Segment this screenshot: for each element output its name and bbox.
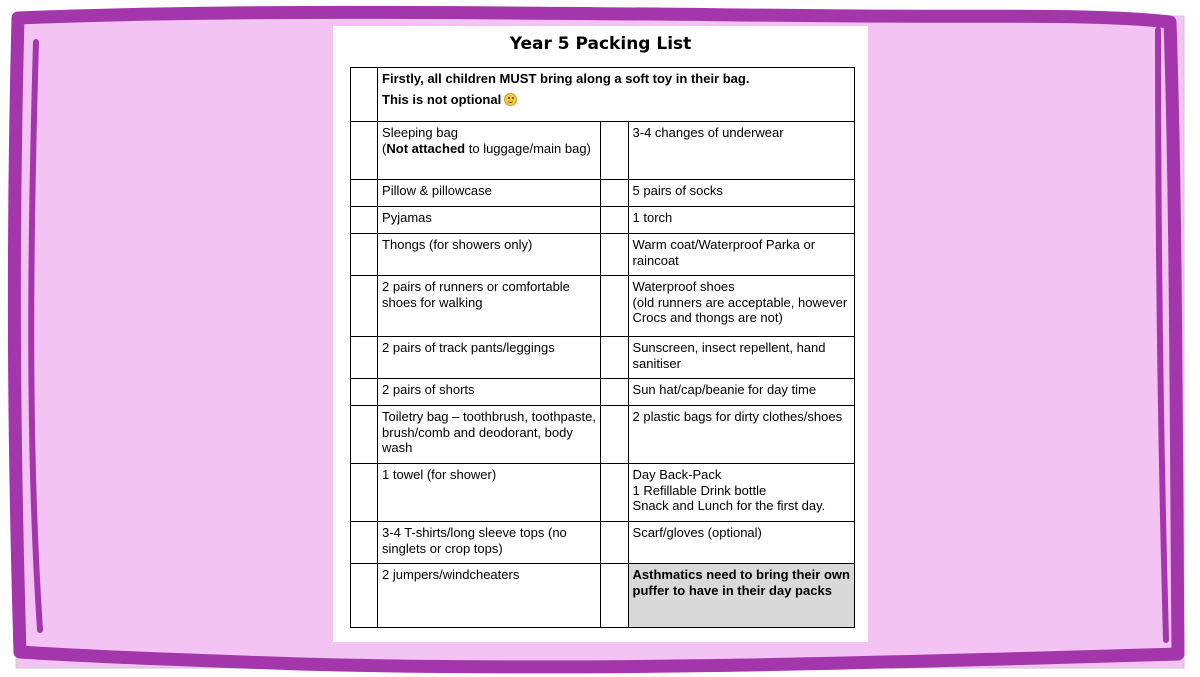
item-left bbox=[378, 122, 601, 180]
page-title: Year 5 Packing List bbox=[509, 34, 692, 54]
intro-line-2-wrap bbox=[382, 92, 850, 108]
table-row bbox=[351, 337, 855, 379]
table-row bbox=[351, 234, 855, 276]
cell-text-bold: Not attached bbox=[386, 140, 466, 156]
cell-text: Sleeping bag bbox=[382, 125, 458, 140]
table-row bbox=[351, 180, 855, 207]
item-right bbox=[628, 180, 854, 207]
table-cell-blank bbox=[351, 406, 378, 464]
table-row bbox=[351, 276, 855, 337]
intro-line-2: This is not optional bbox=[382, 91, 502, 107]
table-cell-blank bbox=[601, 379, 628, 406]
cell-text: 2 pairs of track pants/leggings bbox=[382, 340, 555, 355]
table-row bbox=[351, 464, 855, 522]
cell-text: 1 towel (for shower) bbox=[382, 467, 497, 482]
packing-table bbox=[350, 67, 855, 628]
table-cell-blank bbox=[351, 276, 378, 337]
table-cell-blank bbox=[351, 564, 378, 628]
cell-text: Thongs (for showers only) bbox=[382, 237, 533, 252]
cell-text: 3-4 T-shirts/long sleeve tops (no singlets or crop tops) bbox=[382, 525, 567, 556]
cell-text: (old runners are acceptable, however Crocs and thongs are not) bbox=[632, 294, 848, 325]
cell-text: 2 plastic bags for dirty clothes/shoes bbox=[632, 409, 843, 424]
item-left bbox=[378, 522, 601, 564]
table-cell-blank bbox=[351, 68, 378, 122]
item-right bbox=[628, 234, 854, 276]
cell-text: Sunscreen, insect repellent, hand sanitiser bbox=[632, 340, 826, 371]
item-right bbox=[628, 337, 854, 379]
cell-text: Toiletry bag – toothbrush, toothpaste, brush/comb and deodorant, body wash bbox=[382, 409, 596, 455]
item-right bbox=[628, 276, 854, 337]
cell-text: Warm coat/Waterproof Parka or raincoat bbox=[632, 237, 816, 268]
table-cell-blank bbox=[351, 464, 378, 522]
cell-text: 2 pairs of runners or comfortable shoes for walking bbox=[382, 279, 570, 310]
asthma-note-cell bbox=[628, 564, 854, 628]
item-right bbox=[628, 406, 854, 464]
cell-text: to luggage/main bag) bbox=[465, 140, 591, 156]
table-cell-blank bbox=[601, 464, 628, 522]
table-row bbox=[351, 564, 855, 628]
table-cell-blank bbox=[601, 564, 628, 628]
cell-text: 5 pairs of socks bbox=[632, 183, 723, 198]
intro-row bbox=[351, 68, 855, 122]
table-cell-blank bbox=[351, 207, 378, 234]
table-cell-blank bbox=[601, 406, 628, 464]
table-row bbox=[351, 522, 855, 564]
table-cell-blank bbox=[351, 522, 378, 564]
cell-text: Pyjamas bbox=[382, 210, 432, 225]
table-cell-blank bbox=[601, 207, 628, 234]
cell-text: 1 torch bbox=[632, 210, 673, 225]
table-row bbox=[351, 207, 855, 234]
item-left bbox=[378, 464, 601, 522]
cell-text: 2 jumpers/windcheaters bbox=[382, 567, 520, 582]
table-cell-blank bbox=[601, 234, 628, 276]
cell-text: 2 pairs of shorts bbox=[382, 382, 475, 397]
cell-text-wrap: (Not attached to luggage/main bag) bbox=[382, 140, 591, 156]
table-cell-blank bbox=[351, 379, 378, 406]
table-cell-blank bbox=[351, 234, 378, 276]
table-cell-blank bbox=[601, 522, 628, 564]
cell-text: Snack and Lunch for the first day. bbox=[632, 498, 826, 513]
cell-text: Scarf/gloves (optional) bbox=[632, 525, 762, 540]
table-row bbox=[351, 406, 855, 464]
table-cell-blank bbox=[351, 122, 378, 180]
table-cell-blank bbox=[601, 122, 628, 180]
table-cell-blank bbox=[601, 276, 628, 337]
table-cell-blank bbox=[601, 180, 628, 207]
item-left bbox=[378, 276, 601, 337]
item-left bbox=[378, 180, 601, 207]
item-right bbox=[628, 464, 854, 522]
cell-text: Asthmatics need to bring their own puffer to have in their day packs bbox=[632, 567, 850, 598]
table-row bbox=[351, 122, 855, 180]
cell-text: Pillow & pillowcase bbox=[382, 183, 492, 198]
table-cell-blank bbox=[351, 180, 378, 207]
document-page bbox=[333, 26, 868, 642]
item-left bbox=[378, 337, 601, 379]
cell-text: Day Back-Pack bbox=[632, 467, 722, 482]
cell-text: Sun hat/cap/beanie for day time bbox=[632, 382, 817, 397]
item-right bbox=[628, 122, 854, 180]
item-left bbox=[378, 234, 601, 276]
item-left bbox=[378, 379, 601, 406]
intro-cell bbox=[378, 68, 855, 122]
item-left bbox=[378, 207, 601, 234]
item-left bbox=[378, 564, 601, 628]
item-left bbox=[378, 406, 601, 464]
cell-text: Waterproof shoes bbox=[632, 279, 735, 294]
cell-text: 1 Refillable Drink bottle bbox=[632, 482, 767, 498]
table-cell-blank bbox=[351, 337, 378, 379]
cell-text: 3-4 changes of underwear bbox=[632, 125, 784, 140]
table-cell-blank bbox=[601, 337, 628, 379]
item-right bbox=[628, 522, 854, 564]
item-right bbox=[628, 379, 854, 406]
item-right bbox=[628, 207, 854, 234]
smiley-icon bbox=[504, 93, 517, 106]
intro-line-1: Firstly, all children MUST bring along a soft toy in their bag. bbox=[382, 71, 750, 86]
table-row bbox=[351, 379, 855, 406]
